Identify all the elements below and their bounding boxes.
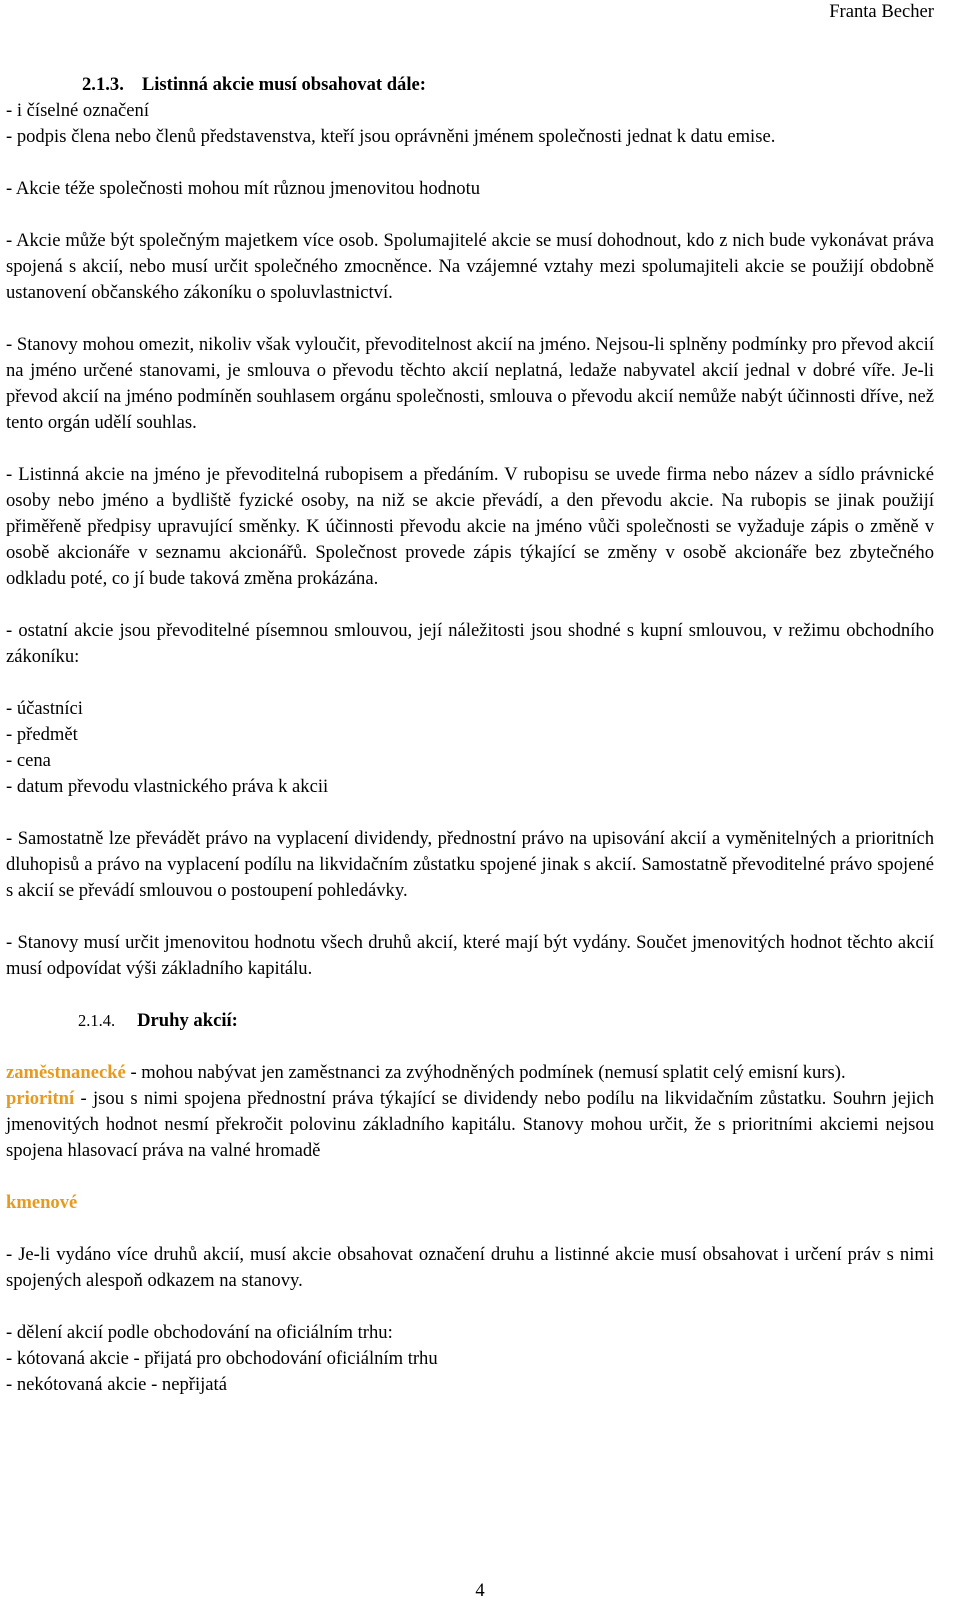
line-item: - i číselné označení <box>6 100 149 121</box>
type-prioritni <box>6 1086 934 1164</box>
paragraph: - Listinná akcie na jméno je převoditelná rubopisem a předáním. V rubopisu se uvede firma nebo název a sídlo právnické osoby nebo jméno a bydliště fyzické osoby, na niž se akcie převádí, a den převodu akcie. Na rubopis se jinak použijí přiměřeně předpisy upravující směnky. K účinnosti převodu akcie na jméno vůči společnosti se vyžaduje zápis o změně v osobě akcionáře v seznamu akcionářů. Společnost provede zápis týkající se změny v osobě akcionáře bez zbytečného odkladu poté, co jí bude taková změna prokázána. <box>6 464 934 589</box>
line-item: - dělení akcií podle obchodování na oficiálním trhu: <box>6 1322 393 1343</box>
list-item: - datum převodu vlastnického práva k akcii <box>6 776 329 797</box>
section-number: 2.1.4. <box>78 1011 116 1030</box>
line-item: - nekótovaná akcie - nepřijatá <box>6 1374 227 1395</box>
page-number: 4 <box>475 1580 485 1601</box>
paragraph: - Akcie téže společnosti mohou mít různou jmenovitou hodnotu <box>6 178 481 199</box>
section-number: 2.1.3. <box>82 74 124 95</box>
term-highlight: kmenové <box>6 1192 78 1213</box>
type-zamestnanecke <box>6 1060 934 1086</box>
section-heading-2-1-4 <box>78 1008 934 1034</box>
list-item: - cena <box>6 750 51 771</box>
line-item: - kótovaná akcie - přijatá pro obchodování oficiálním trhu <box>6 1348 438 1369</box>
term-description: - mohou nabývat jen zaměstnanci za zvýhodněných podmínek (nemusí splatit celý emisní kurs). <box>125 1062 846 1083</box>
paragraph: - Samostatně lze převádět právo na vyplacení dividendy, přednostní právo na upisování akcií a vyměnitelných a prioritních dluhopisů a právo na vyplacení podílu na likvidačním zůstatku spojené jinak s akcií. Samostatně převoditelné právo spojené s akcií se převádí smlouvou o postoupení pohledávky. <box>6 828 934 901</box>
document-body <box>6 72 934 1398</box>
paragraph: - Je-li vydáno více druhů akcií, musí akcie obsahovat označení druhu a listinné akcie musí obsahovat i určení práv s nimi spojených alespoň odkazem na stanovy. <box>6 1244 934 1291</box>
term-highlight: prioritní <box>6 1088 75 1109</box>
section-heading-2-1-3 <box>82 72 934 98</box>
type-kmenove <box>6 1190 934 1216</box>
section-title: Listinná akcie musí obsahovat dále: <box>141 74 426 95</box>
list-item: - předmět <box>6 724 78 745</box>
list-item: - účastníci <box>6 698 83 719</box>
section-title: Druhy akcií: <box>137 1010 238 1031</box>
paragraph: - Stanovy mohou omezit, nikoliv však vyloučit, převoditelnost akcií na jméno. Nejsou-li splněny podmínky pro převod akcií na jméno určené stanovami, je smlouva o převodu těchto akcií neplatná, ledaže nabyvatel akcií jednal v dobré víře. Je-li převod akcií na jméno podmíněn souhlasem orgánu společnosti, smlouva o převodu akcií nemůže nabýt účinnosti dříve, než tento orgán udělí souhlas. <box>6 334 934 433</box>
paragraph: - Stanovy musí určit jmenovitou hodnotu všech druhů akcií, které mají být vydány. Součet jmenovitých hodnot těchto akcií musí odpovídat výši základního kapitálu. <box>6 932 934 979</box>
paragraph: - Akcie může být společným majetkem více osob. Spolumajitelé akcie se musí dohodnout, kdo z nich bude vykonávat práva spojená s akcií, nebo musí určit společného zmocněnce. Na vzájemné vztahy mezi spolumajiteli akcie se použijí obdobně ustanovení občanského zákoníku o spoluvlastnictví. <box>6 230 934 303</box>
paragraph: - ostatní akcie jsou převoditelné písemnou smlouvou, její náležitosti jsou shodné s kupní smlouvou, v režimu obchodního zákoníku: <box>6 620 934 667</box>
term-highlight: zaměstnanecké <box>6 1062 126 1083</box>
term-description: - jsou s nimi spojena přednostní práva týkající se dividendy nebo podílu na likvidačním zůstatku. Souhrn jejich jmenovitých hodnot nesmí překročit polovinu základního kapitálu. Stanovy mohou určit, že s prioritními akciemi nejsou spojena hlasovací práva na valné hromadě <box>6 1088 934 1161</box>
line-item: - podpis člena nebo členů představenstva, kteří jsou oprávněni jménem společnosti jednat k datu emise. <box>6 126 776 147</box>
author-name: Franta Becher <box>829 1 934 22</box>
